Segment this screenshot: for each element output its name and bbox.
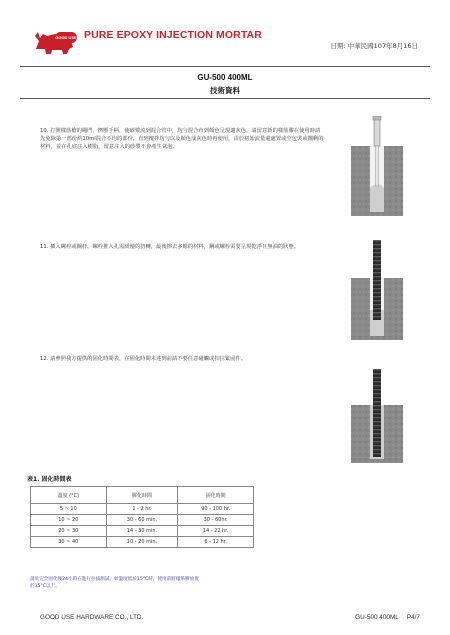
cure-table-note: 請於完全固化後24小時在進行拉拔測試，如溫度低於15°C時，使用前將樣筋膠放置於15°C以上。 (30, 577, 199, 589)
document-subtitle: 技術資料 (210, 86, 240, 95)
table-cell: 5 ~ 10 (31, 504, 107, 515)
header-divider (20, 66, 430, 67)
table-cell: 6 - 12 hr. (178, 537, 254, 548)
table-row (31, 515, 254, 526)
table-cell: 30 ~ 40 (31, 537, 107, 548)
table-row (31, 526, 254, 537)
cure-table-caption: 表1. 固化時間表 (27, 476, 72, 483)
cure-time-table (30, 486, 254, 548)
document-date: 日期: 中華民國107年8月16日 (330, 42, 418, 50)
step-12-text: 12. 請參照我方提供的固化時間表，在固化時間未達到前請不要任意碰觸或扣拉緊固件。 (40, 356, 247, 362)
rhino-logo-icon (33, 27, 77, 57)
column-header-temperature: 溫度 (°C) (31, 487, 107, 504)
rod-set-illustration (347, 369, 407, 463)
logo-badge: GOOD USE (55, 32, 77, 43)
footer-model: GU-500 400ML (355, 614, 399, 621)
table-cell: 30 - 60 min. (106, 515, 178, 526)
table-header-row (31, 487, 254, 504)
step-11-text: 11. 插入螺栓或鋼杆，螺栓推入孔需緩慢的扭轉，最後擦去多餘的材料，鋼或螺栓需要呈現乾淨且無油的狀態。 (40, 244, 300, 250)
title-divider (20, 98, 430, 99)
rod-insertion-illustration (347, 240, 407, 340)
page-number: P4/7 (406, 614, 420, 621)
table-row (31, 537, 254, 548)
table-cell: 10 ~ 20 (31, 515, 107, 526)
table-cell: 1 - 2 hr. (106, 504, 178, 515)
brand-title: PURE EPOXY INJECTION MORTAR (84, 29, 262, 41)
footer-info (347, 614, 420, 621)
table-cell: 20 ~ 30 (31, 526, 107, 537)
table-cell: 90 - 100 hr. (178, 504, 254, 515)
table-cell: 30 - 60hr. (178, 515, 254, 526)
injection-illustration (347, 116, 407, 216)
page-header (0, 0, 450, 72)
table-cell: 14 - 30 min. (106, 526, 178, 537)
step-10-text: 10. 打開樣筋槍的閥門，擠壓手柄，使砂漿流到混合管中，均勻混合直到顏色呈現適灰色，請留意新的樣筋膠在使用時請先免除第一部份約10ml混合不均的部份，直到攪拌均勻以及顏色成灰色時再使用，由於初始流量還處置或空包裝或擱剩的材料，並在孔底注入樹脂，留意注入的砂漿不會產生氣泡。 (40, 128, 324, 151)
table-cell: 14 - 22 hr. (178, 526, 254, 537)
column-header-cure-time: 固化時間 (178, 487, 254, 504)
footer-company: GOOD USE HARDWARE CO., LTD. (40, 614, 144, 621)
table-row (31, 504, 254, 515)
product-title: GU-500 400ML (197, 73, 253, 82)
table-cell: 10 - 20 min. (106, 537, 178, 548)
column-header-gel-time: 膠化時間 (106, 487, 178, 504)
